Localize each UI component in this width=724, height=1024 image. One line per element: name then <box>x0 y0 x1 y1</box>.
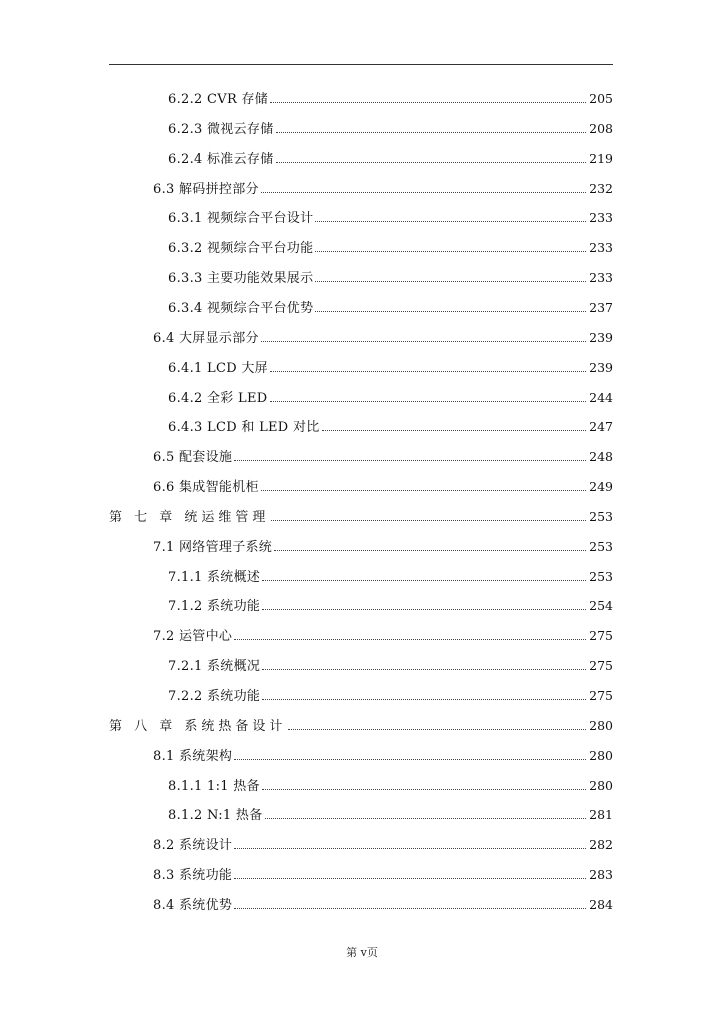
toc-entry-title: 6.2.2 CVR 存储 <box>168 92 269 107</box>
dot-leader <box>270 358 586 372</box>
toc-entry[interactable] <box>168 88 613 110</box>
toc-entry[interactable] <box>168 595 613 617</box>
toc-entry[interactable] <box>153 864 613 886</box>
header-rule <box>109 64 613 65</box>
dot-leader <box>262 776 586 790</box>
toc-entry-title: 6.4 大屏显示部分 <box>153 331 259 346</box>
toc-entry-title: 6.2.4 标准云存储 <box>168 152 274 167</box>
dot-leader <box>274 537 586 551</box>
toc-entry-page-number: 254 <box>589 598 613 613</box>
toc-entry[interactable] <box>153 178 613 200</box>
dot-leader <box>234 835 586 849</box>
toc-entry-title: 7.1.2 系统功能 <box>168 599 261 614</box>
toc-entry-title: 8.3 系统功能 <box>153 868 233 883</box>
dot-leader <box>234 895 586 909</box>
dot-leader <box>322 417 587 431</box>
dot-leader <box>265 805 587 819</box>
toc-entry-page-number: 233 <box>589 270 613 285</box>
toc-entry-page-number: 275 <box>589 628 613 643</box>
toc-entry-page-number: 283 <box>589 867 613 882</box>
toc-entry[interactable] <box>168 207 613 229</box>
toc-entry-page-number: 239 <box>589 330 613 345</box>
toc-entry-title: 6.5 配套设施 <box>153 450 233 465</box>
dot-leader <box>288 716 586 730</box>
page-footer: 第 v页 <box>346 946 378 959</box>
dot-leader <box>270 89 586 103</box>
toc-entry-page-number: 219 <box>589 151 613 166</box>
toc-entry-title: 6.4.1 LCD 大屏 <box>168 361 268 376</box>
toc-entry-title: 6.2.3 微视云存储 <box>168 122 274 137</box>
toc-entry[interactable] <box>153 894 613 916</box>
dot-leader <box>234 865 586 879</box>
toc-entry[interactable] <box>168 685 613 707</box>
toc-entry-page-number: 233 <box>589 210 613 225</box>
dot-leader <box>315 268 586 282</box>
toc-entry-title: 第 七 章 统运维管理 <box>109 510 270 525</box>
toc-entry[interactable] <box>109 506 613 528</box>
toc-entry[interactable] <box>153 536 613 558</box>
dot-leader <box>315 298 586 312</box>
toc-entry[interactable] <box>168 118 613 140</box>
toc-entry-title: 6.3.4 视频综合平台优势 <box>168 301 314 316</box>
toc-entry-page-number: 248 <box>589 449 613 464</box>
toc-entry-page-number: 275 <box>589 688 613 703</box>
toc-entry-page-number: 233 <box>589 240 613 255</box>
toc-entry-page-number: 275 <box>589 658 613 673</box>
dot-leader <box>276 149 587 163</box>
toc-entry-page-number: 281 <box>589 807 613 822</box>
toc-entry-page-number: 249 <box>589 479 613 494</box>
toc-entry-title: 7.1 网络管理子系统 <box>153 540 273 555</box>
toc-entry-title: 6.6 集成智能机柜 <box>153 480 259 495</box>
dot-leader <box>261 477 586 491</box>
toc-entry[interactable] <box>168 267 613 289</box>
toc-entry[interactable] <box>153 834 613 856</box>
toc-entry-page-number: 253 <box>589 569 613 584</box>
toc-entry-page-number: 280 <box>589 718 613 733</box>
toc-entry[interactable] <box>153 625 613 647</box>
dot-leader <box>315 208 586 222</box>
dot-leader <box>262 686 586 700</box>
toc-entry-title: 8.2 系统设计 <box>153 838 233 853</box>
dot-leader <box>234 447 586 461</box>
toc-entry[interactable] <box>168 148 613 170</box>
dot-leader <box>234 626 586 640</box>
toc-entry-title: 6.3.1 视频综合平台设计 <box>168 211 314 226</box>
toc-entry[interactable] <box>168 297 613 319</box>
toc-entry-page-number: 239 <box>589 360 613 375</box>
dot-leader <box>261 179 586 193</box>
toc-entry[interactable] <box>153 446 613 468</box>
toc-entry[interactable] <box>168 416 613 438</box>
toc-entry-title: 7.1.1 系统概述 <box>168 570 261 585</box>
dot-leader <box>271 507 586 521</box>
toc-entry-page-number: 244 <box>589 390 613 405</box>
toc-entry-page-number: 253 <box>589 539 613 554</box>
toc-entry-page-number: 282 <box>589 837 613 852</box>
toc-entry-page-number: 280 <box>589 748 613 763</box>
toc-entry[interactable] <box>168 357 613 379</box>
toc-entry-page-number: 208 <box>589 121 613 136</box>
toc-entry-title: 6.4.3 LCD 和 LED 对比 <box>168 420 320 435</box>
toc-entry-title: 第 八 章 系统热备设计 <box>109 719 287 734</box>
toc-entry[interactable] <box>109 715 613 737</box>
toc-entry[interactable] <box>153 476 613 498</box>
toc-entry[interactable] <box>153 327 613 349</box>
toc-entry-title: 6.3 解码拼控部分 <box>153 182 259 197</box>
toc-entry-title: 7.2 运管中心 <box>153 629 233 644</box>
dot-leader <box>262 567 586 581</box>
dot-leader <box>262 656 586 670</box>
dot-leader <box>270 388 587 402</box>
toc-entry[interactable] <box>168 237 613 259</box>
dot-leader <box>261 328 586 342</box>
toc-entry[interactable] <box>153 745 613 767</box>
toc-entry-page-number: 284 <box>589 897 613 912</box>
toc-entry-page-number: 280 <box>589 778 613 793</box>
toc-entry[interactable] <box>168 387 613 409</box>
dot-leader <box>234 746 586 760</box>
toc-entry-page-number: 237 <box>589 300 613 315</box>
toc-entry-title: 7.2.1 系统概况 <box>168 659 261 674</box>
toc-entry-title: 7.2.2 系统功能 <box>168 689 261 704</box>
toc-entry-page-number: 232 <box>589 181 613 196</box>
toc-entry[interactable] <box>168 775 613 797</box>
toc-entry-title: 8.4 系统优势 <box>153 898 233 913</box>
toc-entry-title: 8.1.2 N:1 热备 <box>168 808 263 823</box>
toc-entry[interactable] <box>168 804 613 826</box>
dot-leader <box>276 119 587 133</box>
toc-entry-title: 6.4.2 全彩 LED <box>168 391 268 406</box>
toc-entry[interactable] <box>168 655 613 677</box>
toc-entry-title: 8.1.1 1:1 热备 <box>168 779 260 794</box>
dot-leader <box>262 596 586 610</box>
toc-entry-title: 6.3.3 主要功能效果展示 <box>168 271 314 286</box>
toc-entry-page-number: 253 <box>589 509 613 524</box>
toc-entry-title: 6.3.2 视频综合平台功能 <box>168 241 314 256</box>
toc-entry[interactable] <box>168 566 613 588</box>
toc-entry-title: 8.1 系统架构 <box>153 749 233 764</box>
toc-entry-page-number: 205 <box>589 91 613 106</box>
dot-leader <box>315 238 586 252</box>
toc-entry-page-number: 247 <box>589 419 613 434</box>
